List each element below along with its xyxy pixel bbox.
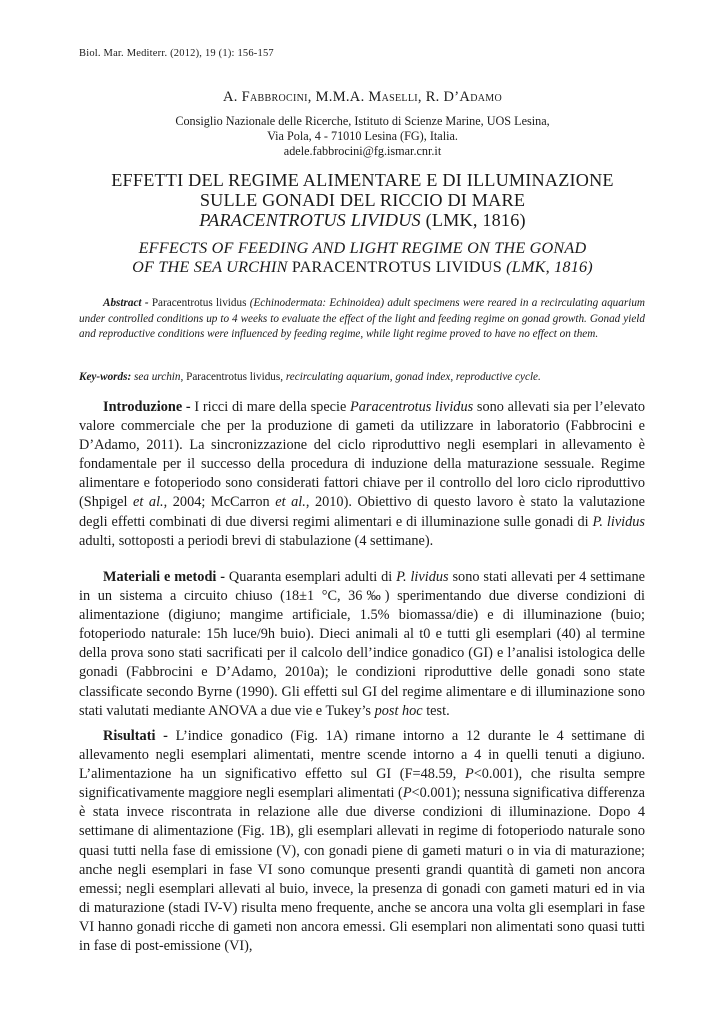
title-it-line-3 <box>50 210 675 230</box>
title-english <box>50 239 675 277</box>
affiliation-line-1: Consiglio Nazionale delle Ricerche, Istituto di Scienze Marine, UOS Lesina, <box>175 114 550 128</box>
section-results: Risultati - L’indice gonadico (Fig. 1A) rimane intorno a 12 durante le 4 settimane di allevamento negli esemplari alimentati, mentre scende intorno a 4 in quelli tenuti a digiuno. L’alimentazione ha un significativo effetto sul GI (F=48.59, P<0.001), che risulta sempre significativamente maggiore negli esemplari alimentati (P<0.001); nessuna significativa differenza è stata invece riscontrata in relazione alle due diverse condizioni di illuminazione. Dopo 4 settimane di alimentazione (Fig. 1B), gli esemplari allevati in regime di fotoperiodo naturale sono quasi tutti nella fase di emissione (V), con gonadi piene di gameti maturi o in via di maturazione; anche negli esemplari in fase VI sono comunque presenti grandi quantità di gameti non ancora emessi; negli esemplari allevati al buio, invece, la presenza di gonadi con gameti maturi ed in via di maturazione (stadi IV-V) risulta meno frequente, anche se ancora una volta gli esemplari in fase VI hanno gonadi ricche di gameti non ancora emessi. Gli esemplari non alimentati sono quasi tutti in fase di post-emissione (VI), <box>79 728 645 955</box>
title-en-line-2: OF THE SEA URCHIN PARACENTROTUS LIVIDUS (LMK, 1816) <box>132 258 593 276</box>
keywords-species: Paracentrotus lividus <box>186 371 281 383</box>
section-introduction: Introduzione - I ricci di mare della specie Paracentrotus lividus sono allevati sia per l’elevato valore commerciale che per la produzione di gameti da utilizzare in laboratorio (Fabbrocini e D’Adamo, 2011). La sincronizzazione del ciclo riproduttivo negli esemplari in allevamento è fondamentale per il successo della procedura di induzione della maturazione sessuale. Regime alimentare e fotoperiodo sono considerati fattori chiave per il controllo del loro ciclo riproduttivo (Shpigel et al., 2004; McCarron et al., 2010). Obiettivo di questo lavoro è stato la valutazione degli effetti combinati di due diversi regimi alimentari e di illuminazione sulle gonadi di P. lividus adulti, sottoposti a periodi brevi di stabulazione (4 settimane). <box>79 399 646 549</box>
running-head: Biol. Mar. Mediterr. (2012), 19 (1): 156-157 <box>79 48 274 59</box>
keywords-label: Key-words: <box>79 371 132 383</box>
section-methods: Materiali e metodi - Quaranta esemplari adulti di P. lividus sono stati allevati per 4 settimane in un sistema a circuito chiuso (18±1 °C, 36‰) sperimentando due diverse condizioni di alimentazione (digiuno; mangime artificiale, 1.5% biomassa/die) e di illuminazione (buio; fotoperiodo naturale: 15h luce/9h buio). Dieci animali al t0 e tutti gli esemplari (40) al termine della prova sono stati sacrificati per il calcolo dell’indice gonadico (GI) e l’analisi istologica delle gonadi (Fabbrocini e D’Adamo, 2010a); le condizioni riproduttive delle gonadi sono state classificate secondo Byrne (1990). Gli effetti sul GI del regime alimentare e di illuminazione sono stati valutati mediante ANOVA a due vie e Tukey’s post hoc test. <box>79 569 646 719</box>
results-heading: Risultati - <box>103 728 176 744</box>
abstract-text: (Echinodermata: Echinoidea) adult specimens were reared in a recirculating aquarium under controlled conditions up to 4 weeks to evaluate the effect of the light and feeding regime on gonad growth. Gonad yield and reproductive conditions were influenced by feeding regime, while light regime proved to have no effect on them. <box>79 297 645 340</box>
title-italian <box>50 170 675 230</box>
title-en-authority: (LMK, 1816) <box>501 258 593 276</box>
title-it-authority: (LMK, 1816) <box>420 210 526 230</box>
intro-heading: Introduzione - <box>103 399 195 415</box>
author-email: adele.fabbrocini@fg.ismar.cnr.it <box>283 144 442 158</box>
title-en-line-1: EFFECTS OF FEEDING AND LIGHT REGIME ON THE GONAD <box>138 239 587 257</box>
author-list: A. Fabbrocini, M.M.A. Maselli, R. D’Adamo <box>223 89 502 105</box>
title-en-species: PARACENTROTUS LIVIDUS <box>291 258 502 276</box>
keywords: Key-words: sea urchin, Paracentrotus lividus, recirculating aquarium, gonad index, reproductive cycle. <box>79 371 541 383</box>
abstract-label: Abstract - <box>103 297 152 309</box>
title-it-line-1: EFFETTI DEL REGIME ALIMENTARE E DI ILLUMINAZIONE <box>111 170 614 190</box>
abstract <box>79 296 645 343</box>
affiliation-line-2: Via Pola, 4 - 71010 Lesina (FG), Italia. <box>267 129 458 143</box>
affiliation <box>100 114 625 159</box>
title-it-line-2: SULLE GONADI DEL RICCIO DI MARE <box>199 190 526 210</box>
title-it-species: PARACENTROTUS LIVIDUS <box>199 210 421 230</box>
methods-heading: Materiali e metodi - <box>103 569 229 585</box>
abstract-species: Paracentrotus lividus <box>151 297 247 309</box>
